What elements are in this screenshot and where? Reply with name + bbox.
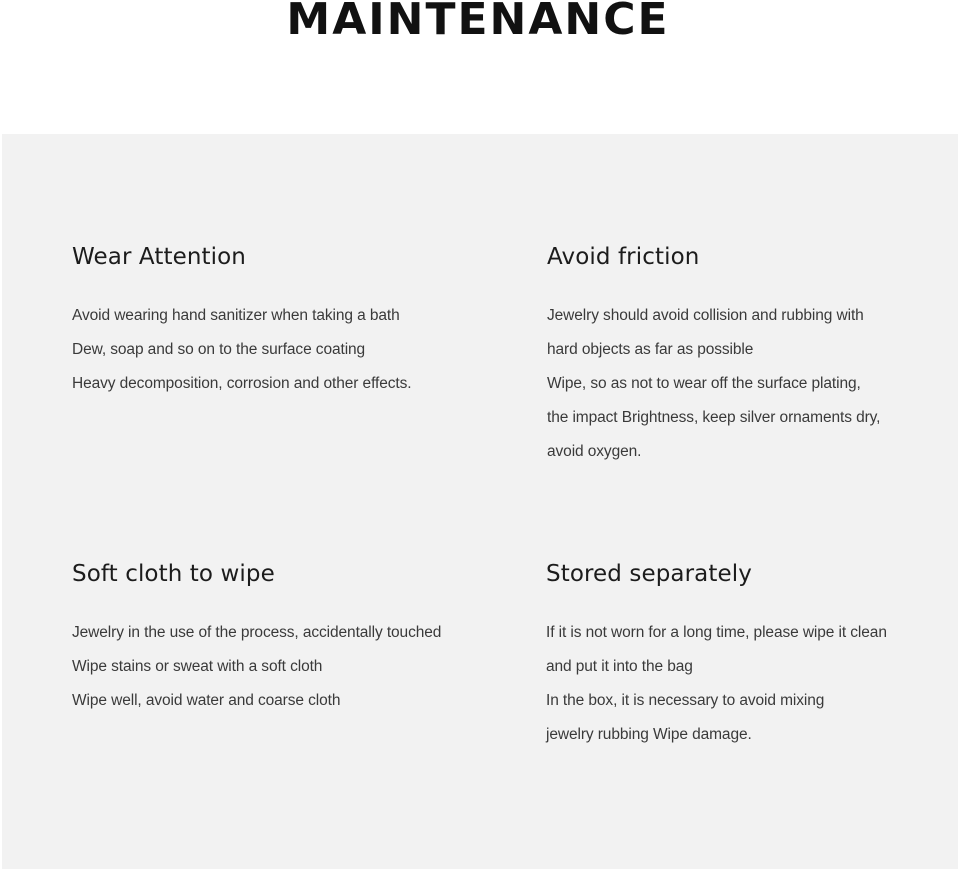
section-body xyxy=(547,299,880,469)
section-heading: Stored separately xyxy=(546,561,752,587)
section-heading: Soft cloth to wipe xyxy=(72,561,275,587)
section-avoid-friction xyxy=(547,242,880,469)
section-wear-attention xyxy=(72,242,411,401)
section-line: jewelry rubbing Wipe damage. xyxy=(546,726,752,743)
section-line: Dew, soap and so on to the surface coating xyxy=(72,341,366,358)
section-line: Avoid wearing hand sanitizer when taking a bath xyxy=(72,307,400,324)
section-line: avoid oxygen. xyxy=(547,443,642,460)
maintenance-panel xyxy=(2,134,958,869)
section-line: and put it into the bag xyxy=(546,658,693,675)
section-soft-cloth-to-wipe xyxy=(72,559,441,718)
section-line: hard objects as far as possible xyxy=(547,341,754,358)
section-line: the impact Brightness, keep silver ornaments dry, xyxy=(547,409,881,426)
section-line: Wipe stains or sweat with a soft cloth xyxy=(72,658,323,675)
section-heading: Avoid friction xyxy=(547,244,700,270)
section-line: Heavy decomposition, corrosion and other effects. xyxy=(72,375,412,392)
section-line: Wipe, so as not to wear off the surface plating, xyxy=(547,375,861,392)
section-body xyxy=(72,299,411,401)
section-body xyxy=(546,616,887,752)
section-line: In the box, it is necessary to avoid mixing xyxy=(546,692,825,709)
section-line: Wipe well, avoid water and coarse cloth xyxy=(72,692,341,709)
section-line: Jewelry in the use of the process, accidentally touched xyxy=(72,624,442,641)
section-line: If it is not worn for a long time, please wipe it clean xyxy=(546,624,887,641)
page-title: MAINTENANCE xyxy=(286,0,670,45)
section-heading: Wear Attention xyxy=(72,244,246,270)
section-body xyxy=(72,616,441,718)
section-line: Jewelry should avoid collision and rubbing with xyxy=(547,307,864,324)
section-stored-separately xyxy=(546,559,887,752)
